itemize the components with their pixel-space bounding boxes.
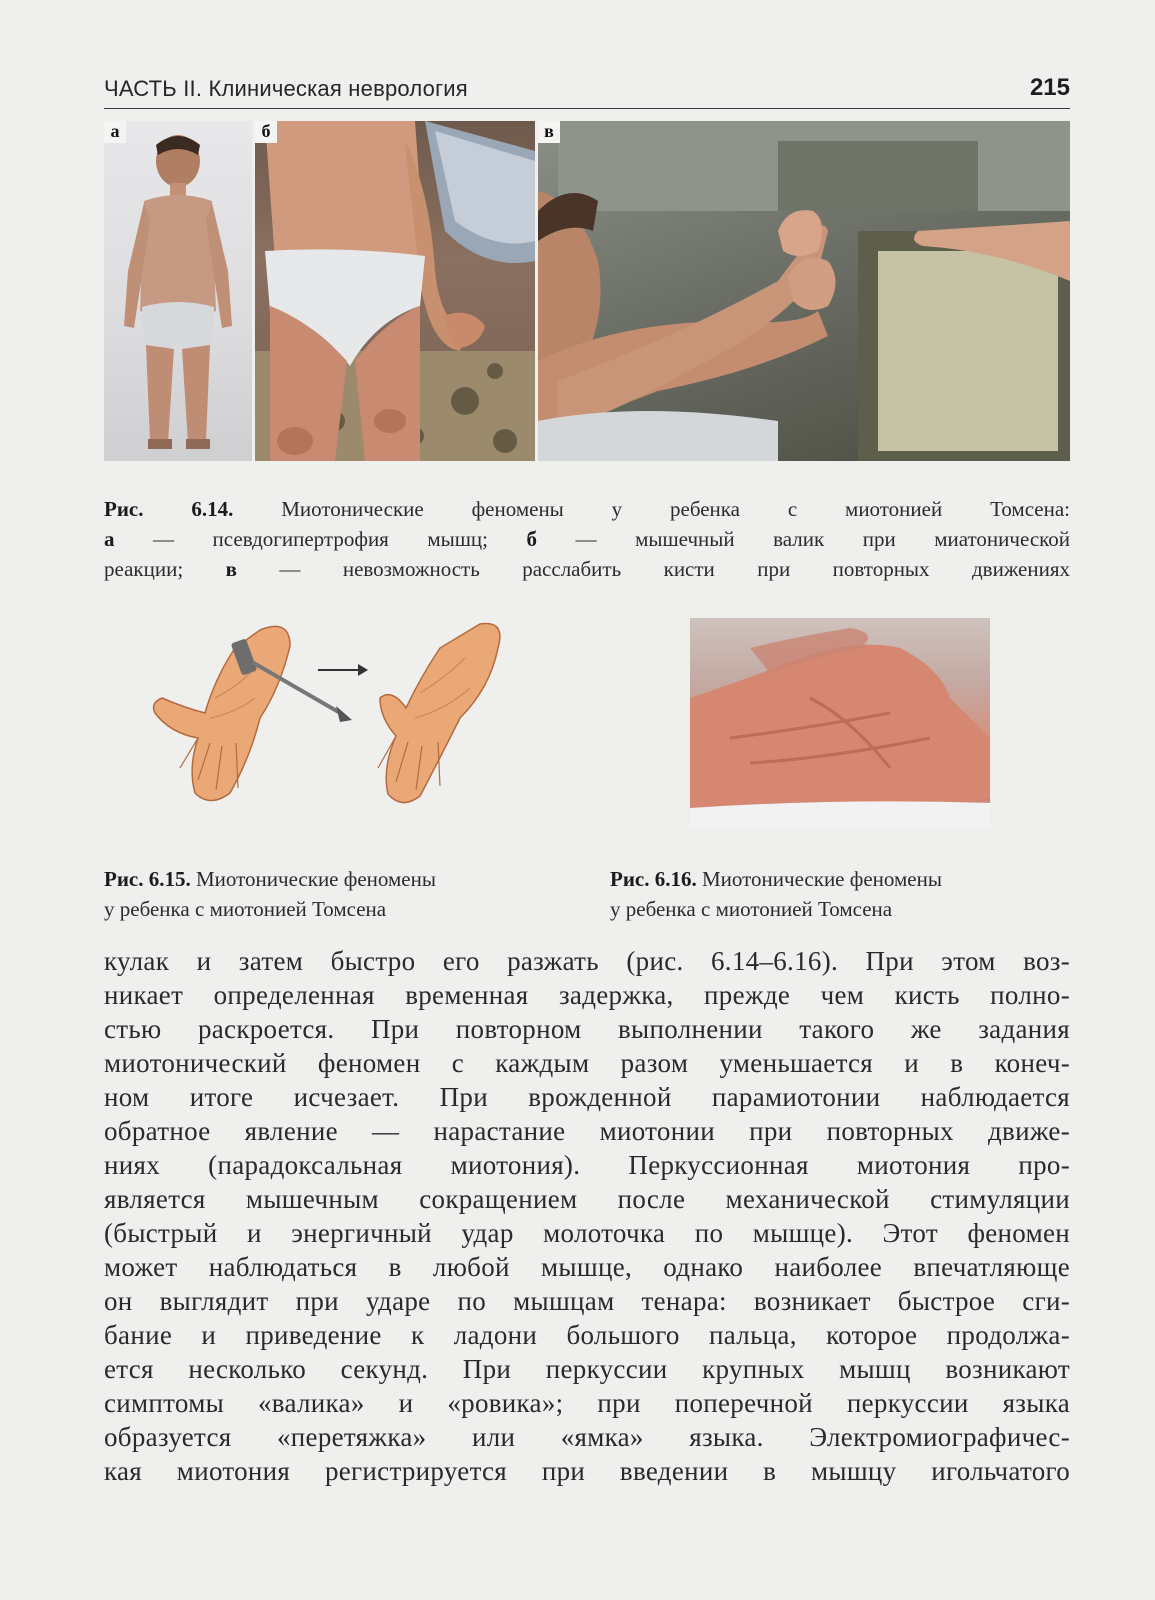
text-line: симптомы «валика» и «ровика»; при поперечной перкуссии языка <box>104 1388 1070 1418</box>
text-line: обратное явление — нарастание миотонии при повторных движе- <box>104 1116 1070 1146</box>
hands-reflex-hammer-drawing <box>140 618 520 818</box>
palm-closeup-photo <box>690 618 990 828</box>
text-line: бание и приведение к ладони большого пальца, которое продолжа- <box>104 1320 1070 1350</box>
caption-label-c: в <box>225 557 237 581</box>
caption-number: Рис. 6.16. <box>610 867 697 891</box>
text-line: кулак и затем быстро его разжать (рис. 6.14–6.16). При этом воз- <box>104 946 1070 976</box>
figure-6-14-photo-b <box>255 121 535 461</box>
caption-text-b: — мышечный валик при миатонической <box>575 527 1071 551</box>
child-hands-photo <box>538 121 1070 461</box>
text-line: миотонический феномен с каждым разом уменьшается и в конеч- <box>104 1048 1070 1078</box>
arrow-drawing <box>318 664 368 676</box>
running-header <box>104 74 1070 109</box>
text-line: никает определенная временная задержка, прежде чем кисть полно- <box>104 980 1070 1010</box>
caption-label-a: а <box>104 527 115 551</box>
text-line: ниях (парадоксальная миотония). Перкуссионная миотония про- <box>104 1150 1070 1180</box>
child-torso-photo <box>255 121 535 461</box>
caption-line-2: у ребенка с миотонией Томсена <box>610 897 893 921</box>
caption-number: Рис. 6.14. <box>104 497 234 521</box>
caption-line-1: Миотонические феномены <box>196 867 436 891</box>
header-title: ЧАСТЬ II. Клиническая неврология <box>104 76 468 101</box>
figure-6-14-photo-c <box>538 121 1070 461</box>
body-text <box>104 944 1070 1488</box>
text-line: кая миотония регистрируется при введении в мышцу игольчатого <box>104 1456 1070 1486</box>
figure-6-14-photo-a <box>104 121 252 461</box>
caption-text-a: — псевдогипертрофия мышц; <box>153 527 489 551</box>
caption-line-2: у ребенка с миотонией Томсена <box>104 897 387 921</box>
text-line: может наблюдаться в любой мышце, однако наиболее впечатляюще <box>104 1252 1070 1282</box>
panel-label-b: б <box>255 121 277 143</box>
figure-6-16-caption <box>610 864 1080 924</box>
caption-title: Миотонические феномены у ребенка с миотонией Томсена: <box>281 497 1071 521</box>
figure-6-15-illustration <box>140 618 520 818</box>
right-hand-drawing <box>378 624 500 803</box>
text-line: (быстрый и энергичный удар молоточка по мышце). Этот феномен <box>104 1218 1070 1248</box>
text-line: образуется «перетяжка» или «ямка» языка. Электромиографичес- <box>104 1422 1070 1452</box>
caption-number: Рис. 6.15. <box>104 867 191 891</box>
figure-6-15-caption <box>104 864 574 924</box>
text-line: ется несколько секунд. При перкуссии крупных мышц возникают <box>104 1354 1070 1384</box>
caption-line <box>104 554 1070 584</box>
text-line: стью раскроется. При повторном выполнении такого же задания <box>104 1014 1070 1044</box>
child-standing-photo <box>104 121 252 461</box>
page-number: 215 <box>1029 74 1070 101</box>
caption-line-1: Миотонические феномены <box>702 867 942 891</box>
panel-label-a: а <box>104 121 126 143</box>
caption-text-c: — невозможность расслабить кисти при повторных движениях <box>279 557 1071 581</box>
figure-6-16-photo <box>690 618 990 828</box>
caption-line <box>104 494 1070 524</box>
figure-6-14-caption <box>104 494 1070 584</box>
text-line: ном итоге исчезает. При врожденной парамиотонии наблюдается <box>104 1082 1070 1112</box>
caption-text-b-cont: реакции; <box>104 557 184 581</box>
left-hand-drawing <box>154 626 290 800</box>
caption-line <box>104 524 1070 554</box>
text-line: является мышечным сокращением после механической стимуляции <box>104 1184 1070 1214</box>
text-line: он выглядит при ударе по мышцам тенара: возникает быстрое сги- <box>104 1286 1070 1316</box>
caption-label-b: б <box>526 527 538 551</box>
panel-label-c: в <box>538 121 560 143</box>
